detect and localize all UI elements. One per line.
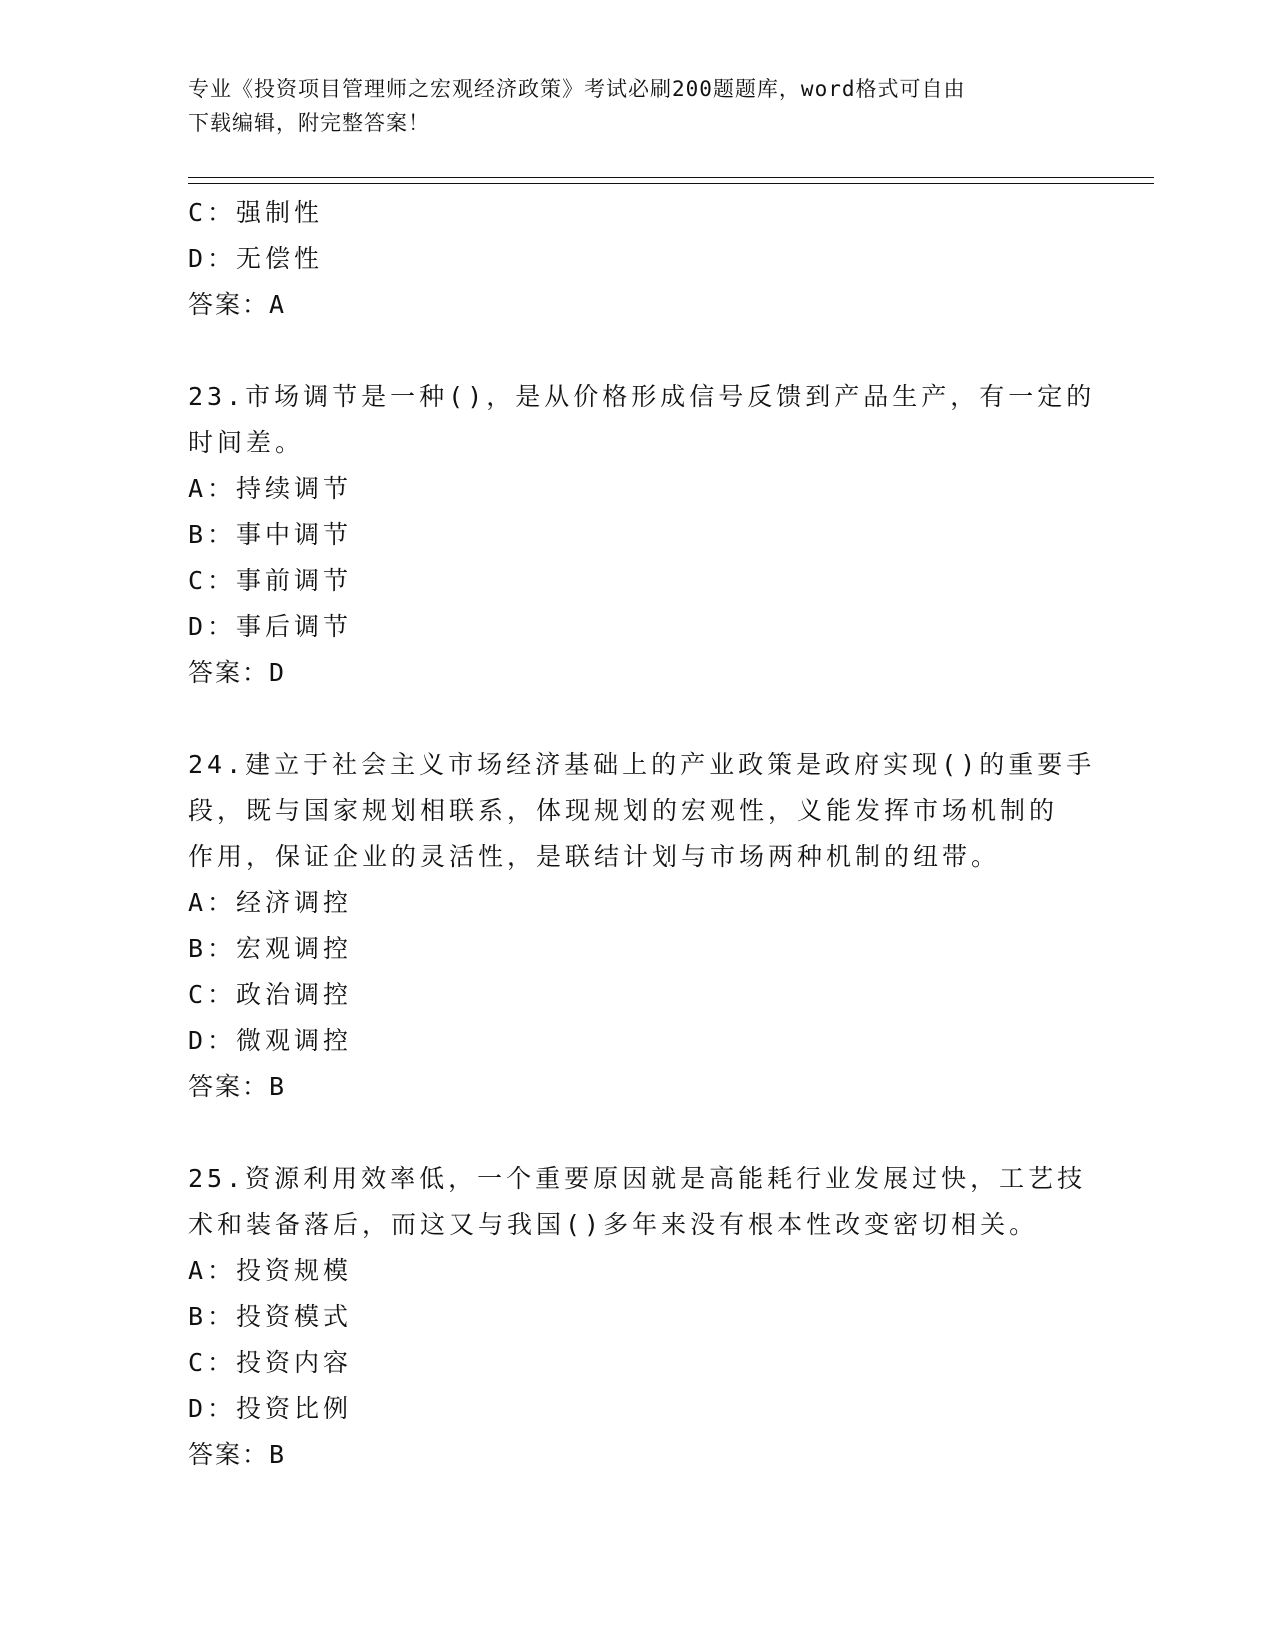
option-c: C：事前调节 <box>188 566 353 595</box>
question-text: 作用，保证企业的灵活性，是联结计划与市场两种机制的纽带。 <box>188 842 1001 871</box>
option-a: A：投资规模 <box>188 1256 353 1285</box>
option-b: B：事中调节 <box>188 520 353 549</box>
question-24 <box>188 742 1096 1110</box>
question-text: 25.资源利用效率低，一个重要原因就是高能耗行业发展过快，工艺技 <box>188 1164 1087 1193</box>
question-23 <box>188 374 1096 696</box>
option-d: D：投资比例 <box>188 1394 353 1423</box>
answer-line: 答案：D <box>188 658 287 687</box>
question-list <box>188 190 1096 1478</box>
option-b: B：投资模式 <box>188 1302 353 1331</box>
answer-line: 答案：B <box>188 1072 287 1101</box>
header-rule-bottom <box>188 183 1154 184</box>
answer-line: 答案：B <box>188 1440 287 1469</box>
option-c: C：投资内容 <box>188 1348 353 1377</box>
question-text: 段，既与国家规划相联系，体现规划的宏观性，义能发挥市场机制的 <box>188 796 1059 825</box>
header-rule-top <box>188 177 1154 178</box>
question-text: 时间差。 <box>188 428 305 457</box>
option-a: A：持续调节 <box>188 474 353 503</box>
option-c: C：强制性 <box>188 198 324 227</box>
question-text: 23.市场调节是一种()，是从价格形成信号反馈到产品生产，有一定的 <box>188 382 1096 411</box>
header-line-1: 专业《投资项目管理师之宏观经济政策》考试必刷200题题库，word格式可自由 <box>188 77 966 101</box>
answer-line: 答案：A <box>188 290 287 319</box>
option-d: D：事后调节 <box>188 612 353 641</box>
question-text: 术和装备落后，而这又与我国()多年来没有根本性改变密切相关。 <box>188 1210 1039 1239</box>
option-c: C：政治调控 <box>188 980 353 1009</box>
option-d: D：无偿性 <box>188 244 324 273</box>
option-d: D：微观调控 <box>188 1026 353 1055</box>
header-line-2: 下载编辑，附完整答案！ <box>188 111 430 135</box>
question-25 <box>188 1156 1088 1478</box>
document-header <box>188 72 1088 140</box>
option-a: A：经济调控 <box>188 888 353 917</box>
question-text: 24.建立于社会主义市场经济基础上的产业政策是政府实现()的重要手 <box>188 750 1096 779</box>
option-b: B：宏观调控 <box>188 934 353 963</box>
previous-question-tail <box>188 190 1088 328</box>
